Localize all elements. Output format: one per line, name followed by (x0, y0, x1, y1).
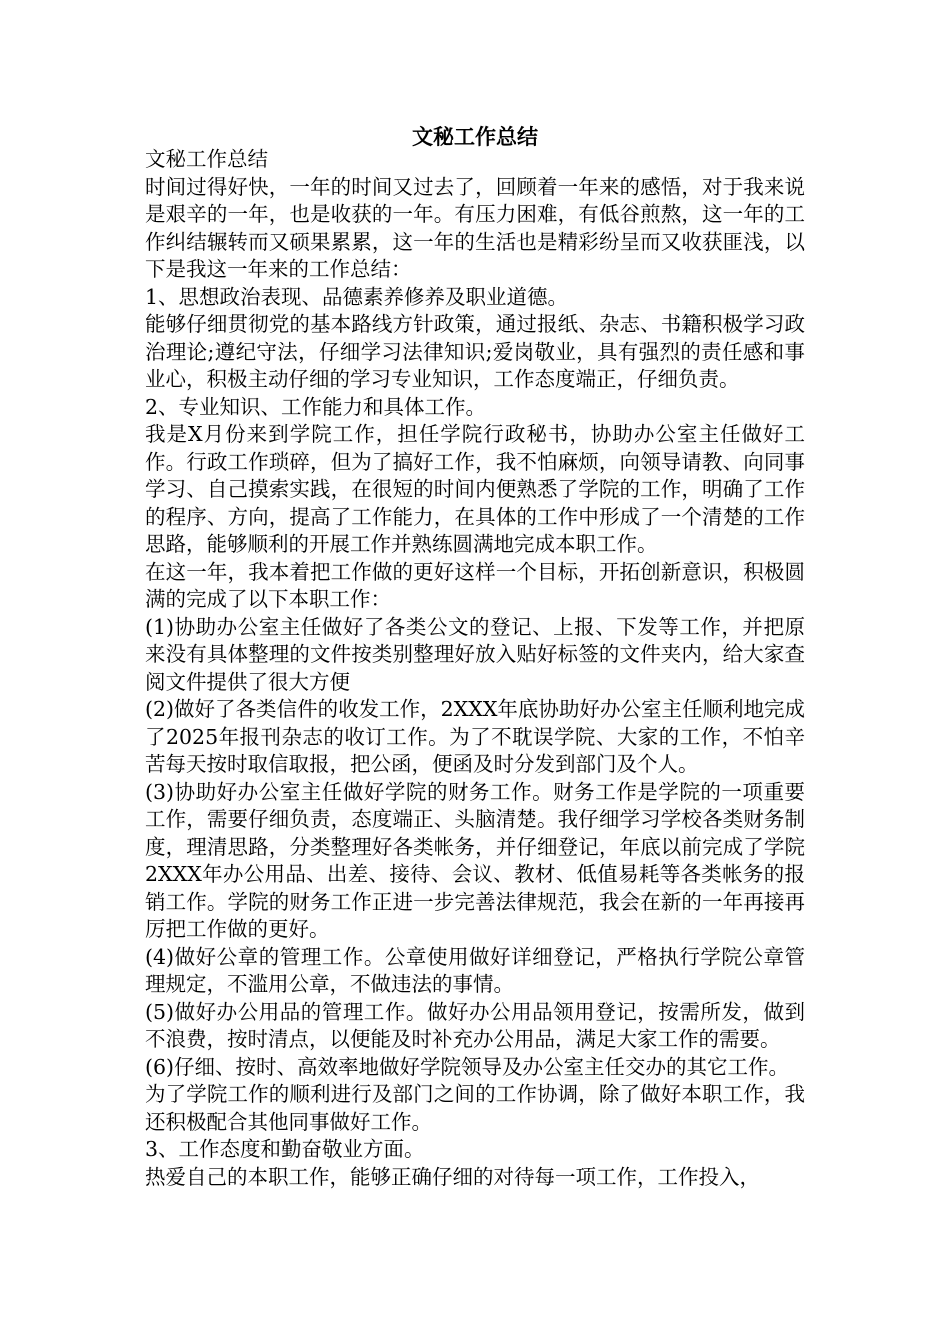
paragraph-subtitle: 文秘工作总结 (145, 147, 268, 171)
list-item: (6)仔细、按时、高效率地做好学院领导及办公室主任交办的其它工作。 (145, 1054, 790, 1079)
paragraph-intro: 时间过得好快，一年的时间又过去了，回顾着一年来的感悟，对于我来说是艰辛的一年，也是收获的一年。有压力困难，有低谷煎熬，这一年的工作纠结辗转而又硕果累累，这一年的生活也是精彩纷呈而又收获匪浅，以下是我这一年来的工作总结： (145, 174, 805, 281)
list-item: (3)协助好办公室主任做好学院的财务工作。财务工作是学院的一项重要工作，需要仔细负责，态度端正、头脑清楚。我仔细学习学校各类财务制度，理清思路，分类整理好各类帐务，并仔细登记，年底以前完成了学院2XXX年办公用品、出差、接待、会议、教材、低值易耗等各类帐务的报销工作。学院的财务工作正进一步完善法律规范，我会在新的一年再接再厉把工作做的更好。 (145, 779, 805, 941)
document-title: 文秘工作总结 (412, 124, 538, 149)
list-item: (1)协助办公室主任做好了各类公文的登记、上报、下发等工作，并把原来没有具体整理的文件按类别整理好放入贴好标签的文件夹内，给大家查阅文件提供了很大方便 (145, 614, 805, 694)
paragraph: 我是X月份来到学院工作，担任学院行政秘书，协助办公室主任做好工作。行政工作琐碎，但为了搞好工作，我不怕麻烦，向领导请教、向同事学习、自己摸索实践，在很短的时间内便熟悉了学院的工作，明确了工作的程序、方向，提高了工作能力，在具体的工作中形成了一个清楚的工作思路，能够顺利的开展工作并熟练圆满地完成本职工作。 (145, 422, 805, 556)
list-item: (2)做好了各类信件的收发工作，2XXX年底协助好办公室主任顺利地完成了2025年报刊杂志的收订工作。为了不耽误学院、大家的工作，不怕辛苦每天按时取信取报，把公函，便函及时分发到部门及个人。 (145, 697, 805, 776)
section-heading-3: 3、工作态度和勤奋敬业方面。 (145, 1137, 425, 1161)
list-item: (4)做好公章的管理工作。公章使用做好详细登记，严格执行学院公章管理规定，不滥用公章，不做违法的事情。 (145, 944, 805, 996)
paragraph: 能够仔细贯彻党的基本路线方针政策，通过报纸、杂志、书籍积极学习政治理论;遵纪守法，仔细学习法律知识;爱岗敬业，具有强烈的责任感和事业心，积极主动仔细的学习专业知识，工作态度端正，仔细负责。 (145, 312, 805, 391)
list-item: (5)做好办公用品的管理工作。做好办公用品领用登记，按需所发，做到不浪费，按时清点，以便能及时补充办公用品，满足大家工作的需要。 (145, 999, 805, 1051)
paragraph: 热爱自己的本职工作，能够正确仔细的对待每一项工作，工作投入， (145, 1164, 760, 1189)
paragraph: 为了学院工作的顺利进行及部门之间的工作协调，除了做好本职工作，我还积极配合其他同事做好工作。 (145, 1082, 805, 1134)
document-body (145, 146, 805, 1191)
section-heading-1: 1、思想政治表现、品德素养修养及职业道德。 (145, 284, 569, 309)
paragraph: 在这一年，我本着把工作做的更好这样一个目标，开拓创新意识，积极圆满的完成了以下本职工作： (145, 559, 805, 611)
section-heading-2: 2、专业知识、工作能力和具体工作。 (145, 394, 487, 419)
